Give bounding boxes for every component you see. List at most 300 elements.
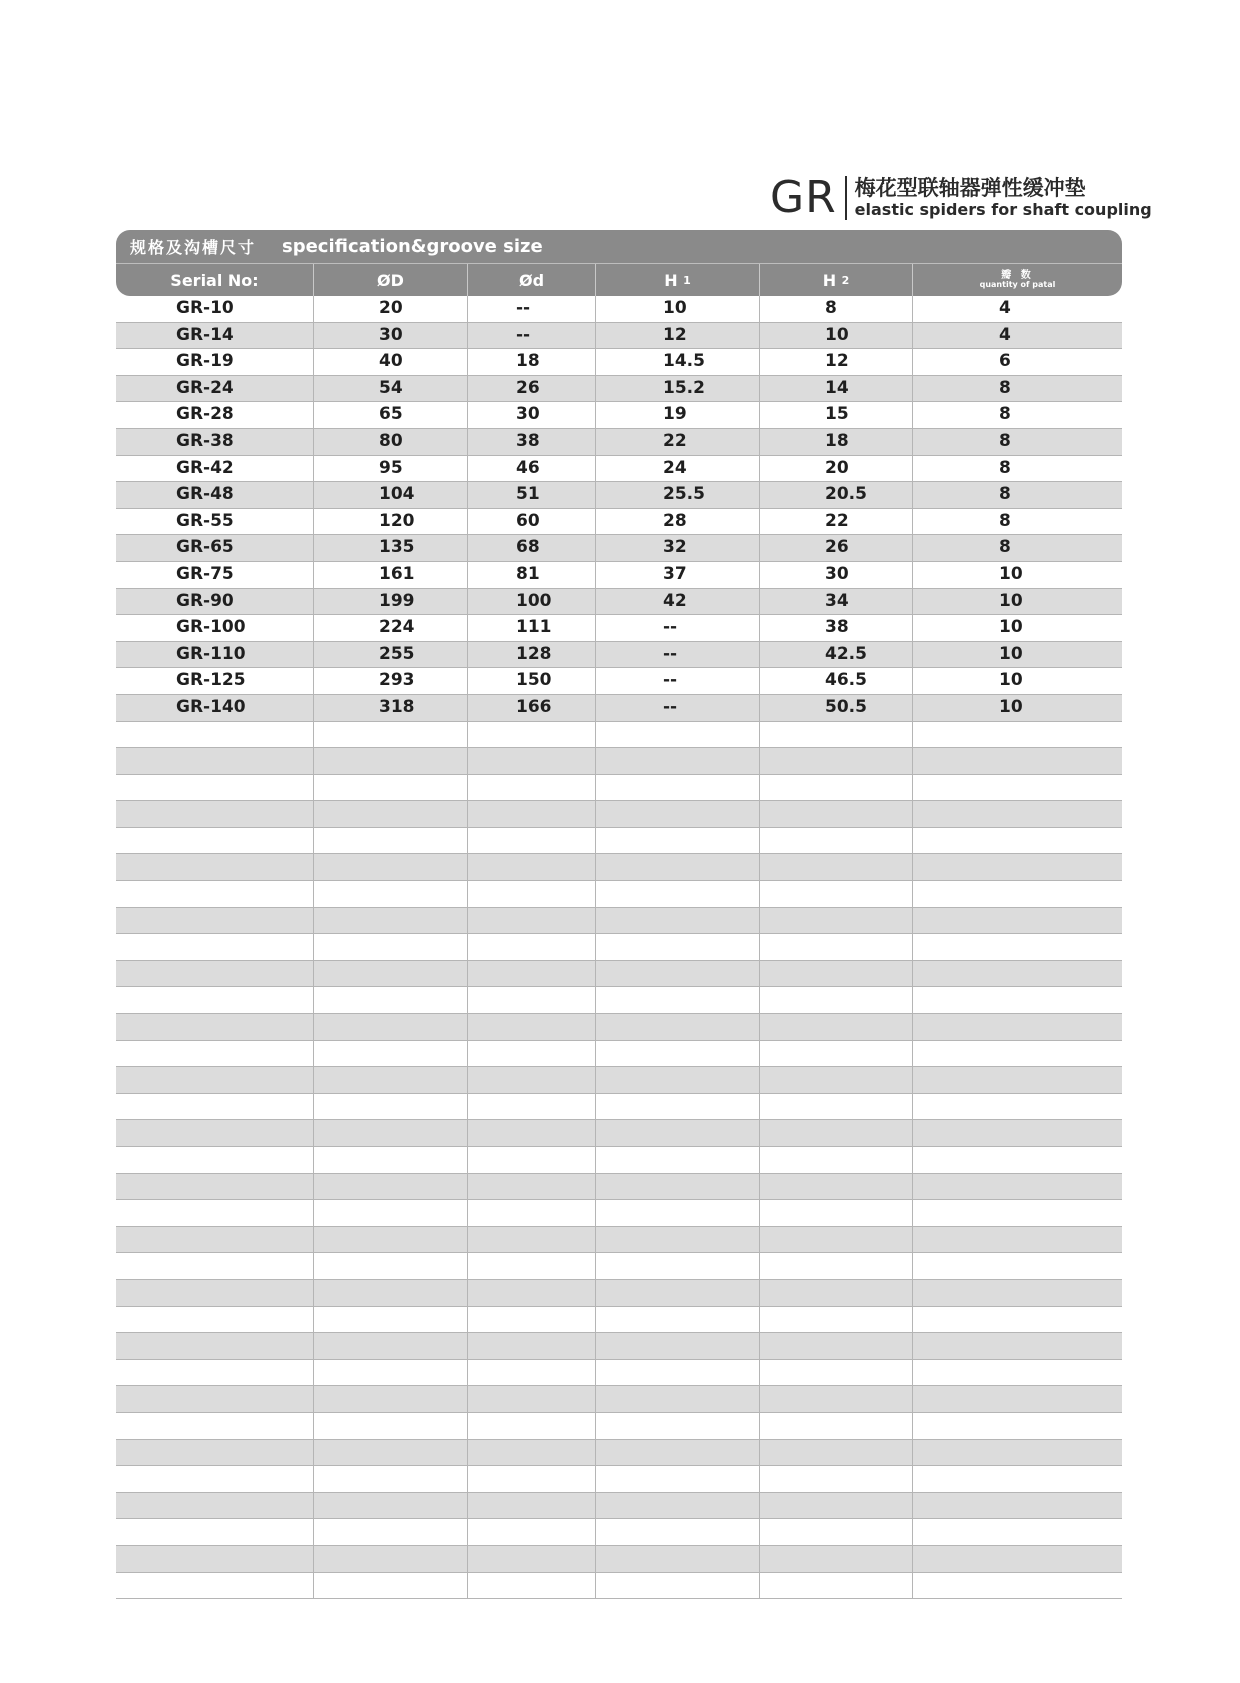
table-cell bbox=[760, 987, 913, 1013]
table-cell bbox=[468, 801, 596, 827]
table-cell bbox=[314, 1147, 468, 1173]
table-cell bbox=[314, 1466, 468, 1492]
table-cell: 40 bbox=[314, 349, 468, 375]
product-code: GR bbox=[770, 172, 837, 223]
table-row bbox=[116, 589, 1122, 616]
table-cell: GR-65 bbox=[116, 535, 314, 561]
table-cell bbox=[760, 748, 913, 774]
table-cell: 65 bbox=[314, 402, 468, 428]
table-cell bbox=[468, 1280, 596, 1306]
table-cell bbox=[760, 1041, 913, 1067]
table-cell bbox=[760, 1014, 913, 1040]
table-cell bbox=[596, 1067, 760, 1093]
table-cell: -- bbox=[596, 642, 760, 668]
table-cell: 8 bbox=[999, 510, 1011, 531]
table-cell: 135 bbox=[314, 535, 468, 561]
table-cell: 293 bbox=[314, 668, 468, 694]
table-cell bbox=[116, 1041, 314, 1067]
table-cell: GR-125 bbox=[116, 668, 314, 694]
table-cell: 10 bbox=[999, 617, 1023, 638]
table-cell: 100 bbox=[468, 589, 596, 615]
table-cell: 6 bbox=[999, 351, 1011, 372]
table-cell bbox=[314, 1546, 468, 1572]
table-cell bbox=[314, 1067, 468, 1093]
empty-row bbox=[116, 1307, 1122, 1334]
empty-row bbox=[116, 1440, 1122, 1467]
empty-row bbox=[116, 1413, 1122, 1440]
table-cell bbox=[468, 1413, 596, 1439]
table-cell bbox=[913, 961, 1122, 987]
table-cell bbox=[468, 1307, 596, 1333]
section-heading-english: specification&groove size bbox=[282, 236, 543, 257]
table-cell bbox=[596, 1174, 760, 1200]
section-heading bbox=[116, 230, 1122, 264]
table-cell bbox=[913, 1253, 1122, 1279]
table-cell bbox=[913, 1200, 1122, 1226]
table-cell bbox=[760, 775, 913, 801]
header-petal-english: quantity of patal bbox=[979, 280, 1056, 289]
table-cell: -- bbox=[596, 668, 760, 694]
table-cell bbox=[116, 881, 314, 907]
table-cell bbox=[116, 1174, 314, 1200]
table-cell: 4 bbox=[999, 298, 1011, 318]
table-cell: GR-48 bbox=[116, 482, 314, 508]
spec-table bbox=[116, 230, 1122, 1599]
table-cell bbox=[314, 908, 468, 934]
table-cell bbox=[314, 775, 468, 801]
empty-row bbox=[116, 987, 1122, 1014]
table-cell bbox=[314, 854, 468, 880]
table-cell bbox=[913, 1120, 1122, 1146]
empty-row bbox=[116, 1120, 1122, 1147]
table-row bbox=[116, 323, 1122, 350]
table-cell bbox=[760, 1200, 913, 1226]
table-cell bbox=[314, 934, 468, 960]
table-cell bbox=[596, 1227, 760, 1253]
table-cell: GR-100 bbox=[116, 615, 314, 641]
table-cell bbox=[913, 828, 1122, 854]
empty-row bbox=[116, 775, 1122, 802]
table-cell: GR-10 bbox=[116, 296, 314, 322]
table-cell bbox=[760, 1360, 913, 1386]
empty-row bbox=[116, 1174, 1122, 1201]
table-cell bbox=[596, 722, 760, 748]
table-cell bbox=[468, 1546, 596, 1572]
table-cell: 8 bbox=[999, 430, 1011, 451]
table-cell: 28 bbox=[596, 509, 760, 535]
table-cell bbox=[760, 1573, 913, 1599]
table-cell: GR-14 bbox=[116, 323, 314, 349]
table-cell: 224 bbox=[314, 615, 468, 641]
table-cell bbox=[116, 934, 314, 960]
table-cell: GR-24 bbox=[116, 376, 314, 402]
table-cell bbox=[116, 1519, 314, 1545]
header-h1-main: H bbox=[664, 270, 678, 290]
table-cell bbox=[468, 1200, 596, 1226]
table-row bbox=[116, 615, 1122, 642]
title-chinese: 梅花型联轴器弹性缓冲垫 bbox=[854, 175, 1086, 200]
table-cell bbox=[468, 722, 596, 748]
empty-row bbox=[116, 748, 1122, 775]
table-row bbox=[116, 482, 1122, 509]
table-cell bbox=[913, 801, 1122, 827]
table-cell: 19 bbox=[596, 402, 760, 428]
table-cell bbox=[314, 1280, 468, 1306]
table-cell bbox=[913, 1493, 1122, 1519]
table-cell bbox=[596, 1094, 760, 1120]
table-cell: 32 bbox=[596, 535, 760, 561]
table-cell: 10 bbox=[999, 670, 1023, 691]
empty-row bbox=[116, 1094, 1122, 1121]
table-cell bbox=[468, 1174, 596, 1200]
table-cell bbox=[116, 987, 314, 1013]
table-cell: GR-19 bbox=[116, 349, 314, 375]
table-cell bbox=[596, 1253, 760, 1279]
table-cell bbox=[314, 1519, 468, 1545]
table-cell bbox=[760, 1174, 913, 1200]
table-cell bbox=[116, 1200, 314, 1226]
table-cell bbox=[468, 1227, 596, 1253]
table-cell: 38 bbox=[760, 615, 913, 641]
table-cell: 199 bbox=[314, 589, 468, 615]
table-cell bbox=[314, 1120, 468, 1146]
header-h2 bbox=[760, 264, 913, 296]
table-cell: 30 bbox=[760, 562, 913, 588]
table-cell: 166 bbox=[468, 695, 596, 721]
table-cell bbox=[468, 775, 596, 801]
empty-row bbox=[116, 1147, 1122, 1174]
table-cell bbox=[760, 828, 913, 854]
empty-row bbox=[116, 1253, 1122, 1280]
table-cell: 24 bbox=[596, 456, 760, 482]
table-cell: 42 bbox=[596, 589, 760, 615]
table-cell bbox=[913, 1440, 1122, 1466]
table-cell bbox=[468, 1041, 596, 1067]
table-cell bbox=[596, 1519, 760, 1545]
table-cell: 38 bbox=[468, 429, 596, 455]
table-cell bbox=[314, 881, 468, 907]
table-row bbox=[116, 535, 1122, 562]
empty-row bbox=[116, 1466, 1122, 1493]
table-cell: 8 bbox=[999, 377, 1011, 398]
empty-row bbox=[116, 1573, 1122, 1600]
empty-row bbox=[116, 1067, 1122, 1094]
table-cell bbox=[468, 1360, 596, 1386]
table-cell: 15 bbox=[760, 402, 913, 428]
table-cell bbox=[314, 1573, 468, 1599]
table-cell bbox=[468, 854, 596, 880]
table-cell: 8 bbox=[999, 537, 1011, 558]
table-cell: 10 bbox=[596, 296, 760, 322]
table-cell: 42.5 bbox=[760, 642, 913, 668]
table-cell bbox=[913, 908, 1122, 934]
table-cell bbox=[596, 1466, 760, 1492]
table-cell bbox=[760, 722, 913, 748]
table-cell bbox=[596, 775, 760, 801]
table-row bbox=[116, 509, 1122, 536]
table-row bbox=[116, 642, 1122, 669]
table-cell: 8 bbox=[999, 404, 1011, 425]
table-cell: 10 bbox=[999, 590, 1023, 611]
table-cell bbox=[913, 722, 1122, 748]
empty-row bbox=[116, 1519, 1122, 1546]
table-cell bbox=[468, 1386, 596, 1412]
table-cell bbox=[468, 1519, 596, 1545]
table-cell bbox=[596, 881, 760, 907]
table-row bbox=[116, 376, 1122, 403]
table-cell: 8 bbox=[999, 484, 1011, 505]
table-cell: GR-140 bbox=[116, 695, 314, 721]
table-cell: 4 bbox=[999, 324, 1011, 345]
table-cell bbox=[314, 1307, 468, 1333]
empty-row bbox=[116, 881, 1122, 908]
table-cell: 8 bbox=[999, 457, 1011, 478]
table-cell bbox=[760, 1546, 913, 1572]
table-cell bbox=[468, 1493, 596, 1519]
table-cell bbox=[760, 1307, 913, 1333]
table-cell bbox=[468, 1120, 596, 1146]
table-cell bbox=[116, 1413, 314, 1439]
table-cell: 26 bbox=[760, 535, 913, 561]
table-cell bbox=[116, 1253, 314, 1279]
table-cell bbox=[596, 1493, 760, 1519]
table-cell: 25.5 bbox=[596, 482, 760, 508]
table-cell bbox=[760, 1094, 913, 1120]
table-cell bbox=[596, 908, 760, 934]
table-cell bbox=[314, 1174, 468, 1200]
table-cell bbox=[314, 1440, 468, 1466]
header-petal-quantity bbox=[913, 264, 1122, 296]
empty-row bbox=[116, 1493, 1122, 1520]
table-cell bbox=[116, 1120, 314, 1146]
table-cell: 15.2 bbox=[596, 376, 760, 402]
table-cell bbox=[913, 1147, 1122, 1173]
table-cell bbox=[314, 828, 468, 854]
table-cell bbox=[116, 775, 314, 801]
title-english: elastic spiders for shaft coupling bbox=[854, 199, 1152, 219]
table-cell bbox=[468, 1573, 596, 1599]
table-cell bbox=[468, 748, 596, 774]
table-cell bbox=[913, 1386, 1122, 1412]
table-cell bbox=[116, 1307, 314, 1333]
table-cell bbox=[760, 1333, 913, 1359]
table-cell bbox=[116, 722, 314, 748]
table-cell bbox=[760, 934, 913, 960]
table-cell bbox=[596, 961, 760, 987]
table-cell bbox=[468, 1466, 596, 1492]
table-cell bbox=[314, 1413, 468, 1439]
table-cell bbox=[468, 1253, 596, 1279]
table-cell bbox=[760, 1067, 913, 1093]
table-cell: 150 bbox=[468, 668, 596, 694]
table-cell bbox=[468, 1333, 596, 1359]
table-cell bbox=[760, 1386, 913, 1412]
table-cell bbox=[596, 1360, 760, 1386]
table-cell: GR-90 bbox=[116, 589, 314, 615]
table-cell bbox=[116, 1360, 314, 1386]
table-cell bbox=[116, 1094, 314, 1120]
table-cell bbox=[116, 1227, 314, 1253]
table-row bbox=[116, 349, 1122, 376]
table-cell bbox=[596, 1386, 760, 1412]
header-h1 bbox=[596, 264, 760, 296]
table-cell: 22 bbox=[596, 429, 760, 455]
table-cell bbox=[116, 1386, 314, 1412]
column-headers bbox=[116, 264, 1122, 296]
table-cell bbox=[314, 1227, 468, 1253]
section-heading-chinese: 规格及沟槽尺寸 bbox=[130, 238, 257, 257]
table-cell: 22 bbox=[760, 509, 913, 535]
table-cell bbox=[913, 775, 1122, 801]
table-cell bbox=[596, 1333, 760, 1359]
table-cell bbox=[760, 1120, 913, 1146]
header-serial: Serial No: bbox=[116, 264, 314, 296]
table-cell: 46.5 bbox=[760, 668, 913, 694]
table-cell: GR-75 bbox=[116, 562, 314, 588]
table-cell bbox=[314, 1333, 468, 1359]
table-cell bbox=[913, 934, 1122, 960]
table-cell bbox=[314, 1014, 468, 1040]
table-cell: 60 bbox=[468, 509, 596, 535]
table-cell: GR-42 bbox=[116, 456, 314, 482]
empty-row bbox=[116, 1200, 1122, 1227]
table-cell bbox=[116, 1014, 314, 1040]
table-cell bbox=[314, 1253, 468, 1279]
empty-row bbox=[116, 1333, 1122, 1360]
table-cell: 81 bbox=[468, 562, 596, 588]
table-row bbox=[116, 429, 1122, 456]
empty-row bbox=[116, 1014, 1122, 1041]
table-cell: 34 bbox=[760, 589, 913, 615]
table-cell bbox=[760, 961, 913, 987]
table-cell bbox=[596, 748, 760, 774]
table-cell bbox=[760, 1440, 913, 1466]
table-row bbox=[116, 296, 1122, 323]
header-petal-chinese: 瓣 数 bbox=[1001, 270, 1034, 281]
table-cell: 10 bbox=[760, 323, 913, 349]
table-cell bbox=[596, 854, 760, 880]
table-cell bbox=[468, 987, 596, 1013]
empty-row bbox=[116, 801, 1122, 828]
table-cell bbox=[760, 1519, 913, 1545]
table-cell bbox=[596, 1440, 760, 1466]
table-cell bbox=[596, 1147, 760, 1173]
empty-row bbox=[116, 1227, 1122, 1254]
table-cell bbox=[116, 854, 314, 880]
table-cell bbox=[596, 1041, 760, 1067]
table-cell bbox=[468, 1067, 596, 1093]
table-cell bbox=[913, 1519, 1122, 1545]
table-cell: 30 bbox=[468, 402, 596, 428]
empty-row bbox=[116, 1546, 1122, 1573]
table-cell bbox=[913, 1546, 1122, 1572]
table-cell bbox=[913, 987, 1122, 1013]
table-cell bbox=[913, 881, 1122, 907]
table-cell bbox=[116, 1573, 314, 1599]
header-h2-sub: 2 bbox=[841, 273, 850, 287]
table-cell bbox=[596, 987, 760, 1013]
table-cell: 111 bbox=[468, 615, 596, 641]
title-texts bbox=[855, 177, 1152, 219]
table-cell: 18 bbox=[468, 349, 596, 375]
table-cell: 10 bbox=[999, 643, 1023, 664]
table-cell bbox=[468, 908, 596, 934]
table-cell bbox=[116, 1280, 314, 1306]
table-cell bbox=[468, 934, 596, 960]
table-cell: 12 bbox=[596, 323, 760, 349]
table-cell: 120 bbox=[314, 509, 468, 535]
table-row bbox=[116, 668, 1122, 695]
table-cell bbox=[116, 1067, 314, 1093]
table-cell: GR-28 bbox=[116, 402, 314, 428]
table-cell bbox=[760, 1253, 913, 1279]
table-cell bbox=[116, 801, 314, 827]
table-cell bbox=[596, 1573, 760, 1599]
table-cell bbox=[596, 934, 760, 960]
table-cell: 161 bbox=[314, 562, 468, 588]
table-cell bbox=[913, 1014, 1122, 1040]
empty-row bbox=[116, 1280, 1122, 1307]
table-cell bbox=[116, 1493, 314, 1519]
table-cell bbox=[913, 1227, 1122, 1253]
table-cell bbox=[596, 1280, 760, 1306]
table-cell bbox=[314, 1360, 468, 1386]
table-cell: 104 bbox=[314, 482, 468, 508]
table-cell bbox=[913, 1174, 1122, 1200]
table-cell bbox=[314, 1200, 468, 1226]
table-cell: 46 bbox=[468, 456, 596, 482]
empty-row bbox=[116, 854, 1122, 881]
table-cell bbox=[596, 1014, 760, 1040]
table-cell: 30 bbox=[314, 323, 468, 349]
table-cell: 14.5 bbox=[596, 349, 760, 375]
table-cell bbox=[596, 1546, 760, 1572]
table-cell bbox=[314, 961, 468, 987]
empty-row bbox=[116, 1386, 1122, 1413]
table-cell: -- bbox=[596, 695, 760, 721]
table-cell bbox=[760, 801, 913, 827]
table-cell bbox=[314, 987, 468, 1013]
empty-row bbox=[116, 828, 1122, 855]
table-cell bbox=[913, 1333, 1122, 1359]
table-header bbox=[116, 230, 1122, 296]
table-cell bbox=[468, 1094, 596, 1120]
table-cell: 26 bbox=[468, 376, 596, 402]
table-cell bbox=[116, 1466, 314, 1492]
table-cell bbox=[314, 1493, 468, 1519]
table-cell bbox=[314, 1094, 468, 1120]
table-cell: 51 bbox=[468, 482, 596, 508]
table-cell bbox=[314, 748, 468, 774]
table-cell bbox=[116, 1440, 314, 1466]
table-cell bbox=[913, 1041, 1122, 1067]
table-cell bbox=[760, 1493, 913, 1519]
table-cell bbox=[913, 1573, 1122, 1599]
empty-row bbox=[116, 934, 1122, 961]
table-cell bbox=[314, 801, 468, 827]
table-cell bbox=[913, 1466, 1122, 1492]
table-cell: GR-110 bbox=[116, 642, 314, 668]
table-cell: 12 bbox=[760, 349, 913, 375]
table-cell bbox=[596, 1413, 760, 1439]
header-inner-diameter: Ød bbox=[468, 264, 596, 296]
table-cell: GR-38 bbox=[116, 429, 314, 455]
title-divider bbox=[845, 176, 847, 220]
table-cell bbox=[913, 1413, 1122, 1439]
table-cell bbox=[913, 748, 1122, 774]
table-cell bbox=[760, 1147, 913, 1173]
table-cell bbox=[468, 1147, 596, 1173]
